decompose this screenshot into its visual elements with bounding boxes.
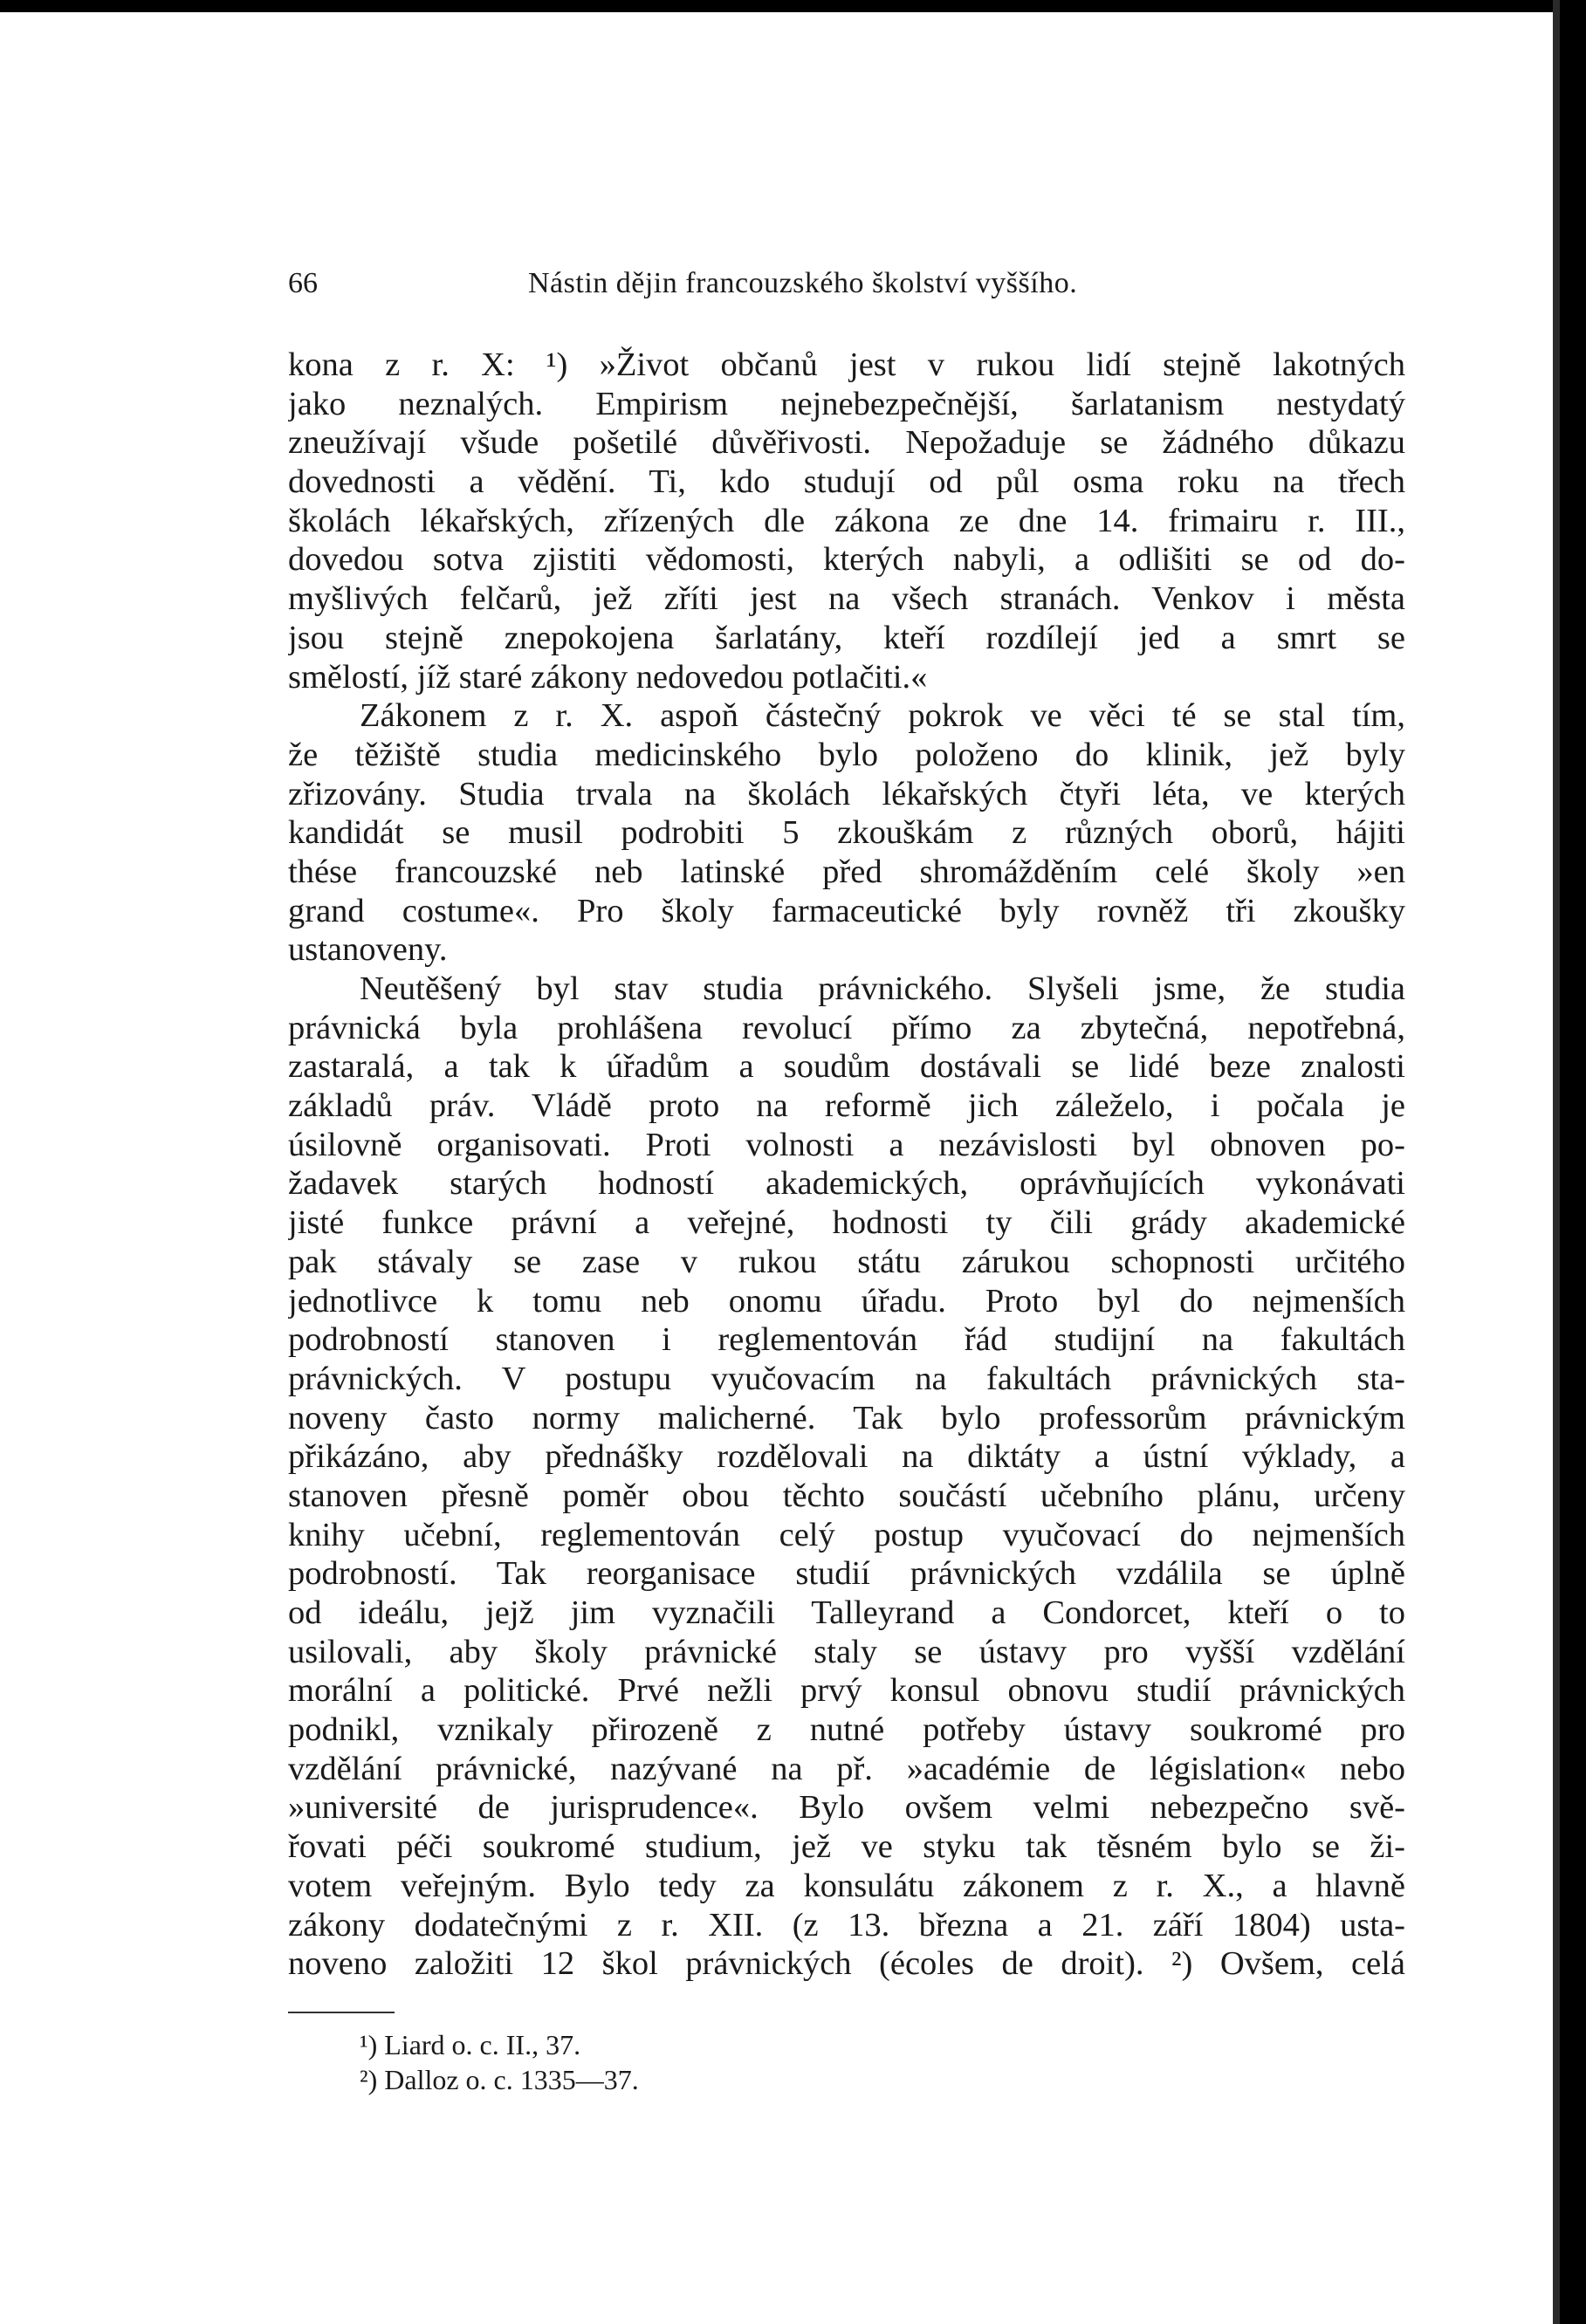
text-line: podrobností. Tak reorganisace studií právnických vzdálila se úplně [288,1555,1405,1593]
text-line: že těžiště studia medicinského bylo položeno do klinik, jež byly [288,736,1405,773]
text-line: noveny často normy malicherné. Tak bylo professorům právnickým [288,1399,1405,1436]
text-line: jsou stejně znepokojena šarlatány, kteří rozdílejí jed a smrt se [288,619,1405,656]
text-line: ustanoveny. [288,931,448,969]
running-head [288,262,1405,305]
text-line: jako neznalých. Empirism nejnebezpečnější, šarlatanism nestydatý [288,385,1405,422]
footnotes [288,2027,1405,2097]
text-line: zastaralá, a tak k úřadům a soudům dostávali se lidé beze znalosti [288,1048,1405,1086]
text-line: řovati péči soukromé studium, jež ve styku tak těsném bylo se ži- [288,1828,1405,1866]
text-line: zákony dodatečnými z r. XII. (z 13. března a 21. září 1804) usta- [288,1906,1405,1944]
text-line: vzdělání právnické, nazývané na př. »académie de législation« nebo [288,1750,1405,1787]
text-line: knihy učební, reglementován celý postup vyučovací do nejmenších [288,1516,1405,1553]
text-line: smělostí, jíž staré zákony nedovedou potlačiti.« [288,658,928,696]
text-line: kona z r. X: ¹) »Život občanů jest v rukou lidí stejně lakotných [288,346,1405,383]
text-line: právnických. V postupu vyučovacím na fakultách právnických sta- [288,1360,1405,1397]
text-line: usilovali, aby školy právnické staly se ústavy pro vyšší vzdělání [288,1633,1405,1670]
scan-edge-shadow [1553,0,1560,2324]
text-line: zřizovány. Studia trvala na školách lékařských čtyři léta, ve kterých [288,775,1405,812]
text-line: základů práv. Vládě proto na reformě jich záleželo, i počala je [288,1087,1405,1125]
text-line: dovedou sotva zjistiti vědomosti, kterých nabyli, a odlišiti se od do- [288,541,1405,579]
text-line: grand costume«. Pro školy farmaceutické byly rovněž tři zkoušky [288,892,1405,929]
text-line: zneužívají všude pošetilé důvěřivosti. Nepožaduje se žádného důkazu [288,424,1405,462]
text-line: úsilovně organisovati. Proti volnosti a nezávislosti byl obnoven po- [288,1126,1405,1163]
text-line: Neutěšený byl stav studia právnického. Slyšeli jsme, že studia [360,970,1405,1007]
page-number: 66 [288,267,318,299]
text-line: podnikl, vznikaly přirozeně z nutné potřeby ústavy soukromé pro [288,1711,1405,1749]
text-line: jisté funkce právní a veřejné, hodnosti ty čili grády akademické [288,1204,1405,1242]
text-line: thése francouzské neb latinské před shromážděním celé školy »en [288,853,1405,890]
footnote-divider [288,2012,395,2013]
footnote-2: ²) Dalloz o. c. 1335—37. [360,2063,639,2095]
book-page [288,262,1405,2097]
body-text [288,346,1405,1984]
text-line: dovednosti a vědění. Ti, kdo studují od půl osma roku na třech [288,463,1405,501]
text-line: votem veřejným. Bylo tedy za konsulátu zákonem z r. X., a hlavně [288,1867,1405,1904]
text-line: morální a politické. Prvé nežli prvý konsul obnovu studií právnických [288,1672,1405,1710]
text-line: Zákonem z r. X. aspoň částečný pokrok ve věci té se stal tím, [360,697,1405,735]
text-line: od ideálu, jejž jim vyznačili Talleyrand a Condorcet, kteří o to [288,1594,1405,1631]
text-line: stanoven přesně poměr obou těchto součástí učebního plánu, určeny [288,1477,1405,1514]
text-line: jednotlivce k tomu neb onomu úřadu. Proto byl do nejmenších [288,1282,1405,1320]
text-line: pak stávaly se zase v rukou státu zárukou schopnosti určitého [288,1243,1405,1280]
text-line: podrobností stanoven i reglementován řád studijní na fakultách [288,1321,1405,1359]
text-line: školách lékařských, zřízených dle zákona ze dne 14. frimairu r. III., [288,502,1405,539]
text-line: právnická byla prohlášena revolucí přímo za zbytečná, nepotřebná, [288,1009,1405,1046]
text-line: myšlivých felčarů, jež zříti jest na všech stranách. Venkov i města [288,580,1405,618]
text-line: »université de jurisprudence«. Bylo ovšem velmi nebezpečno svě- [288,1789,1405,1827]
scan-edge-top [0,0,1586,12]
text-line: žadavek starých hodností akademických, oprávňujících vykonávati [288,1165,1405,1203]
text-line: kandidát se musil podrobiti 5 zkouškám z různých oborů, hájiti [288,814,1405,852]
running-head-title: Nástin dějin francouzského školství vyššího. [528,267,1078,299]
footnote-1: ¹) Liard o. c. II., 37. [360,2028,581,2060]
text-line: přikázáno, aby přednášky rozdělovali na diktáty a ústní výklady, a [288,1438,1405,1476]
scan-edge-right [1560,0,1586,2324]
text-line: noveno založiti 12 škol právnických (écoles de droit). ²) Ovšem, celá [288,1945,1405,1983]
